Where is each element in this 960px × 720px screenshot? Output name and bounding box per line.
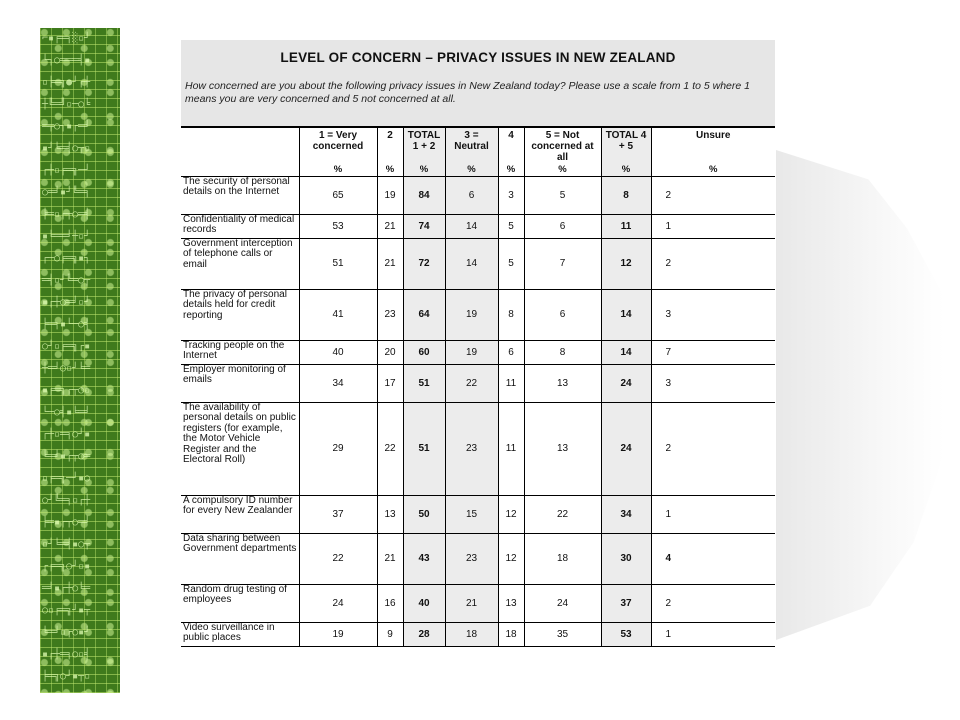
table-cell: 23 — [377, 289, 403, 340]
table-cell: 5 — [524, 176, 601, 214]
table-cell: 13 — [524, 364, 601, 402]
table-cell: 22 — [524, 495, 601, 533]
table-row — [181, 584, 775, 622]
table-cell: 84 — [403, 176, 445, 214]
table-row — [181, 214, 775, 238]
survey-question: How concerned are you about the following privacy issues in New Zealand today? Please use a scale from 1 to 5 where 1 means you are very concerned and 5 not concerned at all. — [185, 80, 750, 105]
table-cell: 8 — [524, 340, 601, 364]
table-cell: 43 — [403, 533, 445, 584]
row-label: Employer monitoring of emails — [181, 364, 299, 402]
table-cell: 60 — [403, 340, 445, 364]
table-cell: 50 — [403, 495, 445, 533]
percent-blank — [181, 163, 299, 176]
table-cell: 34 — [601, 495, 651, 533]
table-cell: 6 — [524, 214, 601, 238]
table-cell: 37 — [299, 495, 377, 533]
table-cell: 3 — [651, 364, 775, 402]
background-watermark-shape — [776, 150, 944, 640]
table-cell: 19 — [377, 176, 403, 214]
table-cell: 23 — [445, 533, 498, 584]
page-title: LEVEL OF CONCERN – PRIVACY ISSUES IN NEW ZEALAND — [280, 50, 676, 65]
table-cell: 15 — [445, 495, 498, 533]
table-row — [181, 289, 775, 340]
row-label: The availability of personal details on public registers (for example, the Motor Vehicle Register and the Electoral Roll) — [181, 402, 299, 495]
table-cell: 1 — [651, 622, 775, 646]
table-body — [181, 176, 775, 646]
table-cell: 6 — [498, 340, 524, 364]
table-cell: 40 — [299, 340, 377, 364]
table-cell: 37 — [601, 584, 651, 622]
table-cell: 5 — [498, 238, 524, 289]
percent-label: % — [299, 163, 377, 176]
table-cell: 1 — [651, 495, 775, 533]
table-cell: 24 — [601, 364, 651, 402]
table-cell: 51 — [403, 364, 445, 402]
circuit-pattern: ⌐▪╒═╕░▫┘ └┐○═══╡▪ ▫╞═╗●┘┌┼ ┼╚═╝▫─○╘ ═╤○┐▪┌═╛ ▪┘╘═╡○┬▫ ┌┼▫╒═╗─┘ ○═╛▪┘╚═╕ ╞═▫┌┬○═╡ ▪╘══╛┼▫┘ ┌─○╒═╗▪┐ ═╡▫┘╚═○┬ ▪┌┼○═╛▫┘ ╞═╕▪└─○╡ ○┘▫╒═╗┌▪ ┼═╛○▫┘╘═ ▪╒═╗┌┬○▫ └─○╡▪╘═╛ ┌┼▫═╕○┘▪ ╘═╛▪┌┬○═ ▫╒═╗─┘▪○ ○┘╚═╕▫┌┼ ╞═▪┌┬○═╛ ▫┘╘═╡▪○┬ ┌╒═╗○┘▫▪ ═╛▪┌┼○╘═ ○▫╒═╗┘▪┬ ╘═╛▫┌○▪┘ ▪┌┼═╕○▫╡ ╞═╗○┘▪┬▫ — [42, 33, 91, 682]
table-cell: 13 — [524, 402, 601, 495]
row-label: Data sharing between Government departments — [181, 533, 299, 584]
table-cell: 8 — [498, 289, 524, 340]
header-neutral: 3 = Neutral — [445, 127, 498, 163]
table-cell: 21 — [377, 214, 403, 238]
table-header-row — [181, 127, 775, 163]
table-cell: 51 — [299, 238, 377, 289]
header-4: 4 — [498, 127, 524, 163]
table-cell: 2 — [651, 584, 775, 622]
table-cell: 29 — [299, 402, 377, 495]
table-cell: 14 — [601, 289, 651, 340]
table-row — [181, 340, 775, 364]
table-cell: 11 — [498, 364, 524, 402]
row-label: A compulsory ID number for every New Zealander — [181, 495, 299, 533]
table-cell: 22 — [377, 402, 403, 495]
table-cell: 19 — [445, 340, 498, 364]
table-cell: 51 — [403, 402, 445, 495]
table-row — [181, 495, 775, 533]
circuit-board-decoration — [40, 28, 120, 693]
table-cell: 18 — [498, 622, 524, 646]
table-row — [181, 622, 775, 646]
table-cell: 6 — [445, 176, 498, 214]
table-cell: 18 — [445, 622, 498, 646]
table-row — [181, 364, 775, 402]
table-cell: 7 — [524, 238, 601, 289]
header-2: 2 — [377, 127, 403, 163]
table-cell: 20 — [377, 340, 403, 364]
percent-label: % — [498, 163, 524, 176]
header-very-concerned: 1 = Very concerned — [299, 127, 377, 163]
table-row — [181, 176, 775, 214]
concern-table — [181, 126, 775, 647]
row-label: Video surveillance in public places — [181, 622, 299, 646]
row-label: Tracking people on the Internet — [181, 340, 299, 364]
table-cell: 53 — [601, 622, 651, 646]
header-not-concerned: 5 = Not concerned at all — [524, 127, 601, 163]
table-cell: 21 — [445, 584, 498, 622]
table-cell: 35 — [524, 622, 601, 646]
table-cell: 16 — [377, 584, 403, 622]
table-cell: 7 — [651, 340, 775, 364]
row-label: The privacy of personal details held for credit reporting — [181, 289, 299, 340]
table-cell: 72 — [403, 238, 445, 289]
percent-label: % — [601, 163, 651, 176]
row-label: Random drug testing of employees — [181, 584, 299, 622]
table-cell: 12 — [498, 495, 524, 533]
table-row — [181, 533, 775, 584]
table-cell: 24 — [299, 584, 377, 622]
table-cell: 53 — [299, 214, 377, 238]
table-cell: 18 — [524, 533, 601, 584]
header-total-1-2: TOTAL 1 + 2 — [403, 127, 445, 163]
table-cell: 13 — [498, 584, 524, 622]
table-cell: 12 — [601, 238, 651, 289]
table-cell: 74 — [403, 214, 445, 238]
percent-label: % — [524, 163, 601, 176]
table-cell: 4 — [651, 533, 775, 584]
table-cell: 5 — [498, 214, 524, 238]
percent-label: % — [445, 163, 498, 176]
row-label: Confidentiality of medical records — [181, 214, 299, 238]
table-cell: 2 — [651, 238, 775, 289]
table-cell: 22 — [445, 364, 498, 402]
header-blank — [181, 127, 299, 163]
table-cell: 65 — [299, 176, 377, 214]
percent-row — [181, 163, 775, 176]
table-cell: 14 — [445, 214, 498, 238]
percent-label: % — [377, 163, 403, 176]
table-cell: 24 — [601, 402, 651, 495]
table-cell: 14 — [445, 238, 498, 289]
table-cell: 23 — [445, 402, 498, 495]
percent-label: % — [403, 163, 445, 176]
percent-label: % — [651, 163, 775, 176]
table-cell: 30 — [601, 533, 651, 584]
header-total-4-5: TOTAL 4 + 5 — [601, 127, 651, 163]
table-cell: 17 — [377, 364, 403, 402]
table-cell: 2 — [651, 176, 775, 214]
table-cell: 19 — [299, 622, 377, 646]
table-cell: 12 — [498, 533, 524, 584]
table-cell: 3 — [651, 289, 775, 340]
table-cell: 41 — [299, 289, 377, 340]
table-cell: 14 — [601, 340, 651, 364]
table-cell: 40 — [403, 584, 445, 622]
header-unsure: Unsure — [651, 127, 775, 163]
table-cell: 28 — [403, 622, 445, 646]
table-cell: 2 — [651, 402, 775, 495]
table-cell: 19 — [445, 289, 498, 340]
table-cell: 3 — [498, 176, 524, 214]
table-cell: 9 — [377, 622, 403, 646]
table-row — [181, 402, 775, 495]
table-cell: 21 — [377, 533, 403, 584]
table-cell: 64 — [403, 289, 445, 340]
table-cell: 11 — [601, 214, 651, 238]
row-label: The security of personal details on the Internet — [181, 176, 299, 214]
table-cell: 8 — [601, 176, 651, 214]
table-cell: 6 — [524, 289, 601, 340]
table-cell: 22 — [299, 533, 377, 584]
table-cell: 24 — [524, 584, 601, 622]
table-cell: 11 — [498, 402, 524, 495]
table-cell: 13 — [377, 495, 403, 533]
table-row — [181, 238, 775, 289]
table-cell: 1 — [651, 214, 775, 238]
table-cell: 21 — [377, 238, 403, 289]
row-label: Government interception of telephone calls or email — [181, 238, 299, 289]
table-cell: 34 — [299, 364, 377, 402]
